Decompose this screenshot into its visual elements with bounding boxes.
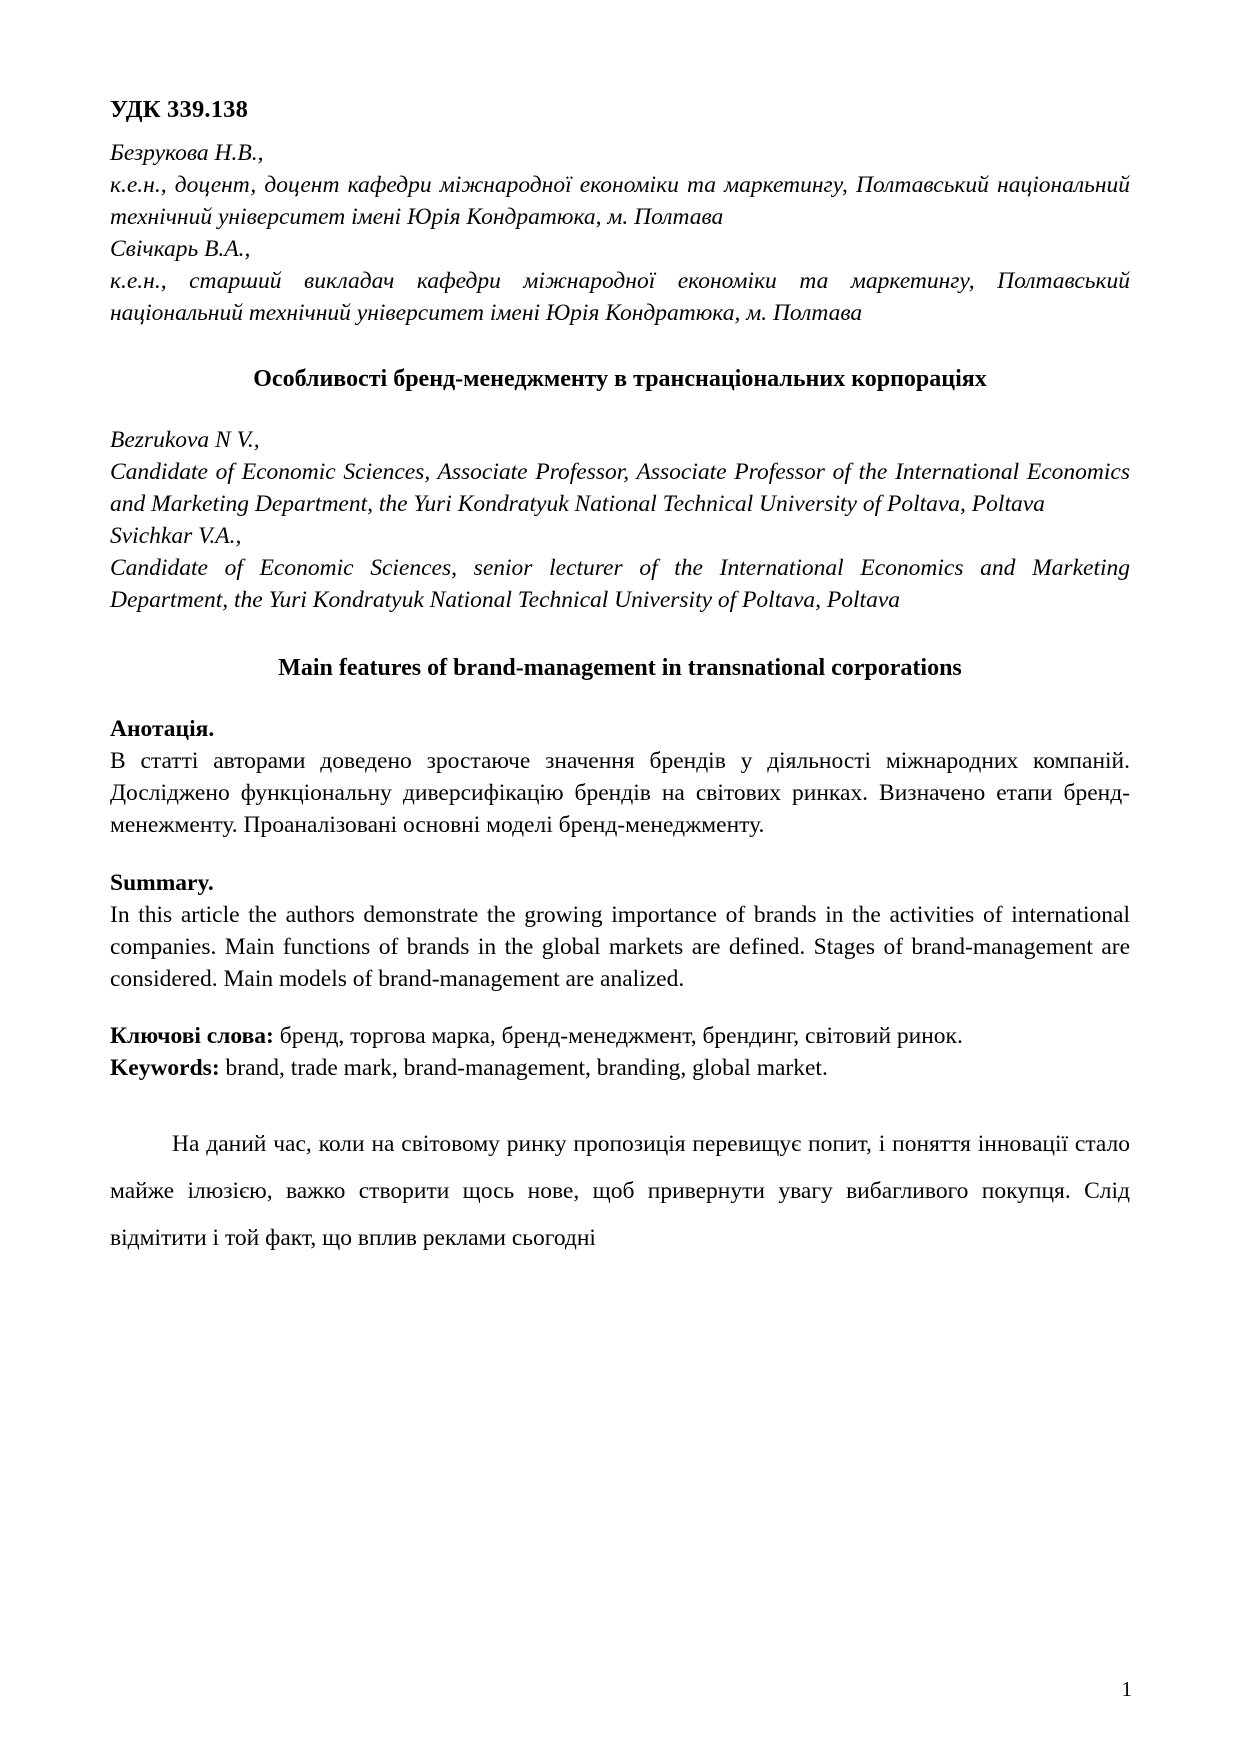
paper-title-uk: Особливості бренд-менеджменту в транснаціональних корпораціях: [253, 365, 987, 392]
abstract-heading-uk: Анотація.: [110, 715, 215, 742]
authors-block-en: [110, 425, 1130, 617]
keywords-uk: [110, 1021, 1130, 1053]
author-name-uk-1: Безрукова Н.В.,: [110, 140, 264, 166]
author-affiliation-en-2: Candidate of Economic Sciences, senior lecturer of the International Economics and Marketing Department, the Yuri Kondratyuk National Technical University of Poltava, Poltava: [110, 554, 1130, 613]
udk-code: УДК 339.138: [110, 96, 249, 123]
author-affiliation-uk-2: к.е.н., старший викладач кафедри міжнародної економіки та маркетингу, Полтавський національний технічний університет імені Юрія Кондратюка, м. Полтава: [110, 267, 1130, 326]
page-number: 1: [1121, 1677, 1132, 1701]
authors-block-uk: [110, 138, 1130, 330]
keywords-uk-label: Ключові слова:: [110, 1023, 274, 1050]
paper-title-en: Main features of brand-management in transnational corporations: [278, 654, 962, 681]
introduction-paragraph: На даний час, коли на світовому ринку пропозиція перевищує попит, і поняття інновації стало майже ілюзією, важко створити щось нове, щоб привернути увагу вибагливого покупця. Слід відмітити і той факт, що вплив реклами сьогодні: [110, 1130, 1130, 1251]
abstract-text-en: In this article the authors demonstrate the growing importance of brands in the activities of international companies. Main functions of brands in the global markets are defined. Stages of brand-management are considered. Main models of brand-management are analized.: [110, 902, 1130, 992]
author-affiliation-en-1: Candidate of Economic Sciences, Associate Professor, Associate Professor of the International Economics and Marketing Department, the Yuri Kondratyuk National Technical University of Poltava, Poltava: [110, 458, 1130, 517]
keywords-en-text: brand, trade mark, brand-management, branding, global market.: [219, 1054, 828, 1081]
author-name-uk-2: Свічкарь В.А.,: [110, 235, 251, 262]
author-name-en-2: Svichkar V.A.,: [110, 522, 242, 549]
author-name-en-1: Bezrukova N V.,: [110, 426, 260, 453]
keywords-uk-text: бренд, торгова марка, бренд-менеджмент, брендинг, світовий ринок.: [273, 1023, 963, 1050]
abstract-heading-en: Summary.: [110, 869, 214, 896]
keywords-en-label: Keywords:: [110, 1054, 220, 1081]
keywords-en: [110, 1053, 1130, 1085]
author-affiliation-uk-1: к.е.н., доцент, доцент кафедри міжнародної економіки та маркетингу, Полтавський національний технічний університет імені Юрія Кондратюка, м. Полтава: [110, 171, 1130, 230]
abstract-text-uk: В статті авторами доведено зростаюче значення брендів у діяльності міжнародних компаній. Досліджено функціональну диверсифікацію брендів на світових ринках. Визначено етапи бренд-менежменту. Проаналізовані основні моделі бренд-менеджменту.: [110, 748, 1130, 838]
